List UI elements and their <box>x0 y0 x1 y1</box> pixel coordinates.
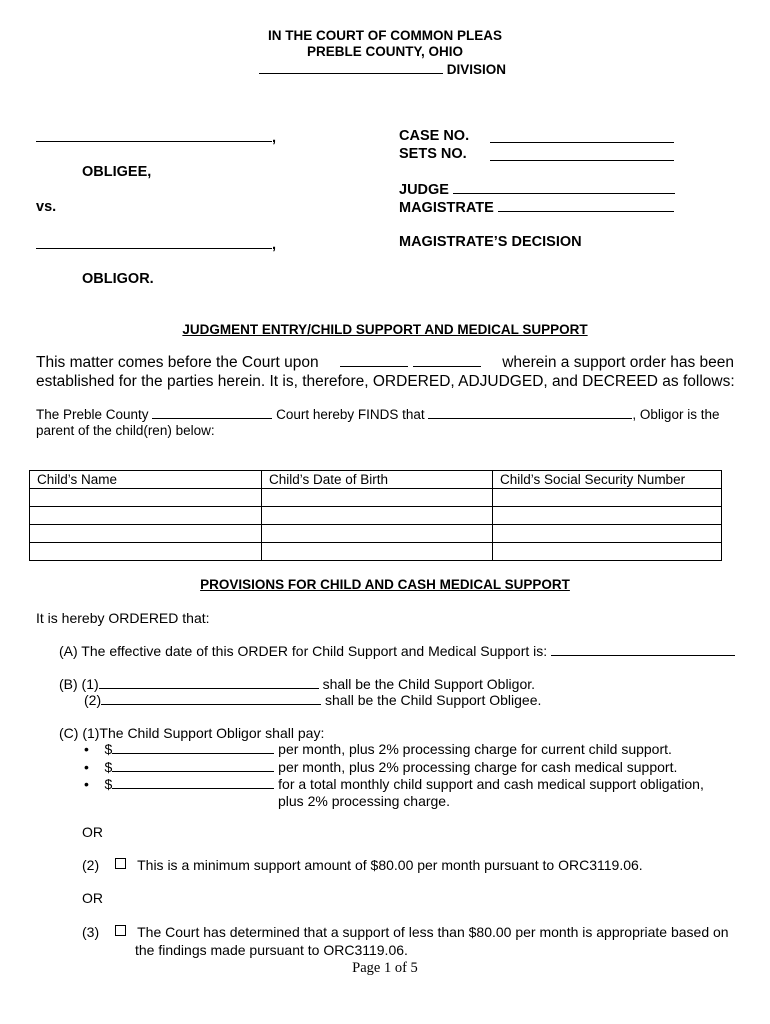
table-cell[interactable] <box>30 507 262 525</box>
table-cell[interactable] <box>493 489 722 507</box>
or-label-2: OR <box>82 890 103 906</box>
col-header-ssn: Child’s Social Security Number <box>493 471 722 489</box>
children-table <box>29 470 722 561</box>
provision-a-text: (A) The effective date of this ORDER for Child Support and Medical Support is: <box>59 643 548 659</box>
case-no-label: CASE NO. <box>399 128 470 144</box>
obligee-designation-blank[interactable] <box>101 692 321 705</box>
payment-item-3-cont: plus 2% processing charge. <box>278 793 450 809</box>
payment-item-3 <box>84 776 704 792</box>
ordered-text: It is hereby ORDERED that: <box>36 610 210 626</box>
provision-c-label: (C) (1)The Child Support Obligor shall pay: <box>59 725 325 741</box>
division-label: DIVISION <box>446 62 507 77</box>
or-label-1: OR <box>82 824 103 840</box>
judge-label: JUDGE <box>399 182 449 198</box>
magistrate-decision-label: MAGISTRATE’S DECISION <box>399 234 582 250</box>
payment-item-2-text: per month, plus 2% processing charge for cash medical support. <box>278 759 678 775</box>
county-court-blank[interactable] <box>152 406 272 419</box>
obligor-name-blank[interactable] <box>36 236 272 249</box>
magistrate-line <box>399 199 674 216</box>
finding-text-c: , Obligor is the <box>632 407 720 422</box>
obligee-label: OBLIGEE, <box>82 164 152 180</box>
obligor-parent-blank[interactable] <box>428 406 632 419</box>
table-cell[interactable] <box>262 543 493 561</box>
option-3 <box>82 924 729 940</box>
finding-line-1 <box>36 406 734 422</box>
page-number: Page 1 of 5 <box>352 960 418 976</box>
magistrate-label: MAGISTRATE <box>399 200 494 216</box>
vs-label: vs. <box>36 199 57 215</box>
dollar-sign: $ <box>104 759 113 775</box>
bullet-icon: • <box>84 776 89 792</box>
judge-blank[interactable] <box>453 181 675 194</box>
provision-b2-label: (2) <box>84 692 102 708</box>
minimum-support-checkbox[interactable] <box>115 858 126 869</box>
finding-text-b: Court hereby FINDS that <box>276 407 425 422</box>
medical-support-amount-blank[interactable] <box>112 759 274 772</box>
intro-text-a: This matter comes before the Court upon <box>36 354 319 371</box>
table-cell[interactable] <box>262 525 493 543</box>
sets-no-blank[interactable] <box>490 148 674 161</box>
provision-b2 <box>84 692 541 708</box>
obligee-name-blank[interactable] <box>36 129 272 142</box>
table-row <box>30 525 722 543</box>
obligor-comma: , <box>272 237 277 253</box>
obligee-name-line <box>36 129 276 146</box>
child-support-amount-blank[interactable] <box>112 741 274 754</box>
dollar-sign: $ <box>104 741 113 757</box>
intro-text-b: wherein a support order has been <box>502 354 734 371</box>
table-cell[interactable] <box>30 543 262 561</box>
payment-item-2 <box>84 759 677 775</box>
finding-text-a: The Preble County <box>36 407 149 422</box>
provisions-title: PROVISIONS FOR CHILD AND CASH MEDICAL SUPPORT <box>200 577 570 592</box>
payment-item-1 <box>84 741 672 757</box>
table-cell[interactable] <box>262 489 493 507</box>
obligor-designation-blank[interactable] <box>99 676 319 689</box>
table-cell[interactable] <box>262 507 493 525</box>
table-row <box>30 543 722 561</box>
table-cell[interactable] <box>30 489 262 507</box>
table-cell[interactable] <box>30 525 262 543</box>
option-3-text: The Court has determined that a support of less than $80.00 per month is appropriate based on <box>137 924 729 940</box>
intro-blank-2[interactable] <box>413 354 481 367</box>
obligor-label: OBLIGOR. <box>82 271 154 287</box>
obligee-comma: , <box>272 130 277 146</box>
total-support-amount-blank[interactable] <box>112 776 274 789</box>
dollar-sign: $ <box>104 776 113 792</box>
option-2-label: (2) <box>82 857 100 873</box>
col-header-name: Child’s Name <box>30 471 262 489</box>
finding-line-2: parent of the child(ren) below: <box>36 423 215 438</box>
effective-date-blank[interactable] <box>551 643 735 656</box>
col-header-dob: Child’s Date of Birth <box>262 471 493 489</box>
table-row <box>30 507 722 525</box>
provision-b1-label: (B) (1) <box>59 676 99 692</box>
option-2-text: This is a minimum support amount of $80.00 per month pursuant to ORC3119.06. <box>137 857 643 873</box>
table-cell[interactable] <box>493 543 722 561</box>
intro-line-1 <box>36 354 734 372</box>
table-row <box>30 489 722 507</box>
reduced-support-checkbox[interactable] <box>115 925 126 936</box>
payment-item-3-text: for a total monthly child support and cash medical support obligation, <box>278 776 704 792</box>
option-2 <box>82 857 643 873</box>
document-title: JUDGMENT ENTRY/CHILD SUPPORT AND MEDICAL SUPPORT <box>182 322 588 337</box>
option-3-label: (3) <box>82 924 100 940</box>
provision-b2-text: shall be the Child Support Obligee. <box>325 692 542 708</box>
judge-line <box>399 181 675 198</box>
magistrate-blank[interactable] <box>498 199 674 212</box>
provision-b1 <box>59 676 535 692</box>
obligor-name-line <box>36 236 276 253</box>
intro-blank-1[interactable] <box>340 354 408 367</box>
bullet-icon: • <box>84 759 89 775</box>
division-blank[interactable] <box>259 61 443 74</box>
case-no-blank[interactable] <box>490 130 674 143</box>
division-line <box>259 61 506 77</box>
option-3-cont: the findings made pursuant to ORC3119.06. <box>135 942 408 958</box>
sets-no-label: SETS NO. <box>399 146 467 162</box>
intro-line-2: established for the parties herein. It is, therefore, ORDERED, ADJUDGED, and DECREED as follows: <box>36 373 735 390</box>
table-header-row <box>30 471 722 489</box>
table-cell[interactable] <box>493 525 722 543</box>
bullet-icon: • <box>84 741 89 757</box>
court-name: IN THE COURT OF COMMON PLEAS <box>268 28 502 43</box>
payment-item-1-text: per month, plus 2% processing charge for current child support. <box>278 741 672 757</box>
provision-b1-text: shall be the Child Support Obligor. <box>322 676 536 692</box>
table-cell[interactable] <box>493 507 722 525</box>
provision-a <box>59 643 735 659</box>
county-name: PREBLE COUNTY, OHIO <box>306 44 463 59</box>
